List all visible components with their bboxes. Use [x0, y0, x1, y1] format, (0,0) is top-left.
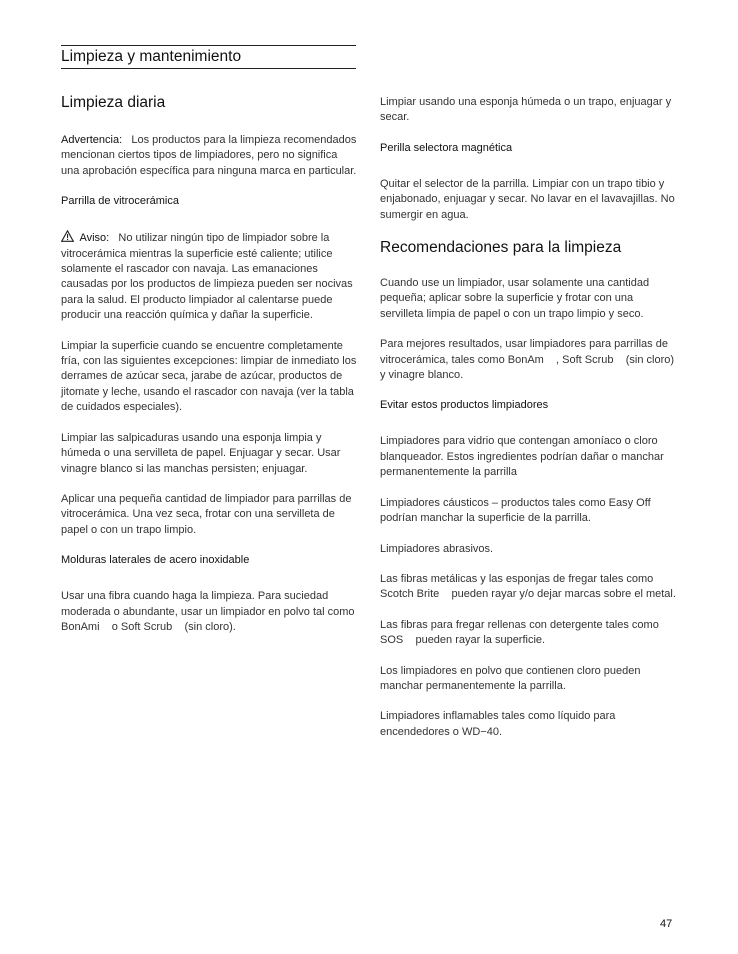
advertencia-text: Los productos para la limpieza recomendados mencionan ciertos tipos de limpiadores, pero no significa una aprobación específica para ninguna marca en particular.	[61, 134, 357, 177]
avoid-products-subtitle: Evitar estos productos limpiadores	[380, 399, 549, 412]
paragraph: Los limpiadores en polvo que contienen cloro pueden manchar permanentemente la parrilla.	[380, 664, 641, 692]
page-number: 47	[660, 918, 673, 930]
paragraph: Limpiar la superficie cuando se encuentre completamente fría, con las siguientes excepciones: limpiar de inmediato los derrames de azúcar seca, jarabe de azúcar, productos de jitomate y leche, usando el rascador con navaja (ver la tabla de cuidados especiales).	[61, 339, 357, 414]
magnetic-knob-subtitle: Perilla selectora magnética	[380, 141, 513, 154]
paragraph: Limpiar las salpicaduras usando una esponja limpia y húmeda o una servilleta de papel. Enjuagar y secar. Usar vinagre blanco si las manchas persisten; enjuagar.	[61, 431, 341, 475]
paragraph: Aplicar una pequeña cantidad de limpiador para parrillas de vitrocerámica. Una vez seca, frotar con una servilleta de papel o con un trapo limpio.	[61, 492, 352, 536]
stainless-trim-subtitle: Molduras laterales de acero inoxidable	[61, 554, 250, 567]
left-column	[61, 93, 357, 650]
aviso-text: No utilizar ningún tipo de limpiador sobre la vitrocerámica mientras la superficie esté caliente; utilice solamente el rascador con navaja. Las emanaciones causadas por los productos de limpieza pueden ser nocivas para la salud. El producto limpiador al calentarse puede producir una reacción química y dañar la superficie.	[61, 232, 353, 322]
paragraph: Las fibras para fregar rellenas con detergente tales como SOS pueden rayar la superficie.	[380, 618, 662, 647]
daily-cleaning-title: Limpieza diaria	[61, 94, 166, 111]
aviso-label: Aviso:	[79, 232, 110, 245]
paragraph: Limpiadores abrasivos.	[380, 542, 494, 555]
advertencia-paragraph	[61, 133, 357, 179]
paragraph: Usar una fibra cuando haga la limpieza. Para suciedad moderada o abundante, usar un limpiador en polvo tal como BonAmi o Soft Scrub (sin cloro).	[61, 590, 358, 633]
paragraph: Limpiadores inflamables tales como líquido para encendedores o WD−40.	[380, 710, 616, 738]
warning-icon	[61, 230, 74, 242]
paragraph: Limpiar usando una esponja húmeda o un trapo, enjuagar y secar.	[380, 96, 672, 124]
recommendations-title: Recomendaciones para la limpieza	[380, 239, 622, 257]
paragraph: Cuando use un limpiador, usar solamente una cantidad pequeña; aplicar sobre la superficie y frotar con una servilleta limpia de papel o con un trapo limpio y seco.	[380, 277, 650, 320]
paragraph: Las fibras metálicas y las esponjas de fregar tales como Scotch Brite pueden rayar y/o dejar marcas sobre el metal.	[380, 572, 676, 601]
ceramic-cooktop-subtitle: Parrilla de vitrocerámica	[61, 195, 179, 208]
advertencia-label: Advertencia:	[61, 134, 123, 146]
paragraph: Para mejores resultados, usar limpiadores para parrillas de vitrocerámica, tales como BonAm , Soft Scrub (sin cloro) y vinagre blanco.	[380, 338, 678, 382]
section-title: Limpieza y mantenimiento	[61, 45, 356, 69]
paragraph: Quitar el selector de la parrilla. Limpiar con un trapo tibio y enjabonado, enjuagar y secar. No lavar en el lavavajillas. No sumergir en agua.	[380, 177, 675, 221]
paragraph: Limpiadores cáusticos – productos tales como Easy Off podrían manchar la superficie de la parrilla.	[380, 496, 663, 525]
right-column	[380, 95, 678, 755]
paragraph: Limpiadores para vidrio que contengan amoníaco o cloro blanqueador. Estos ingredientes podrían dañar o manchar permanentemente la parrilla	[380, 435, 664, 479]
aviso-paragraph	[61, 230, 357, 323]
